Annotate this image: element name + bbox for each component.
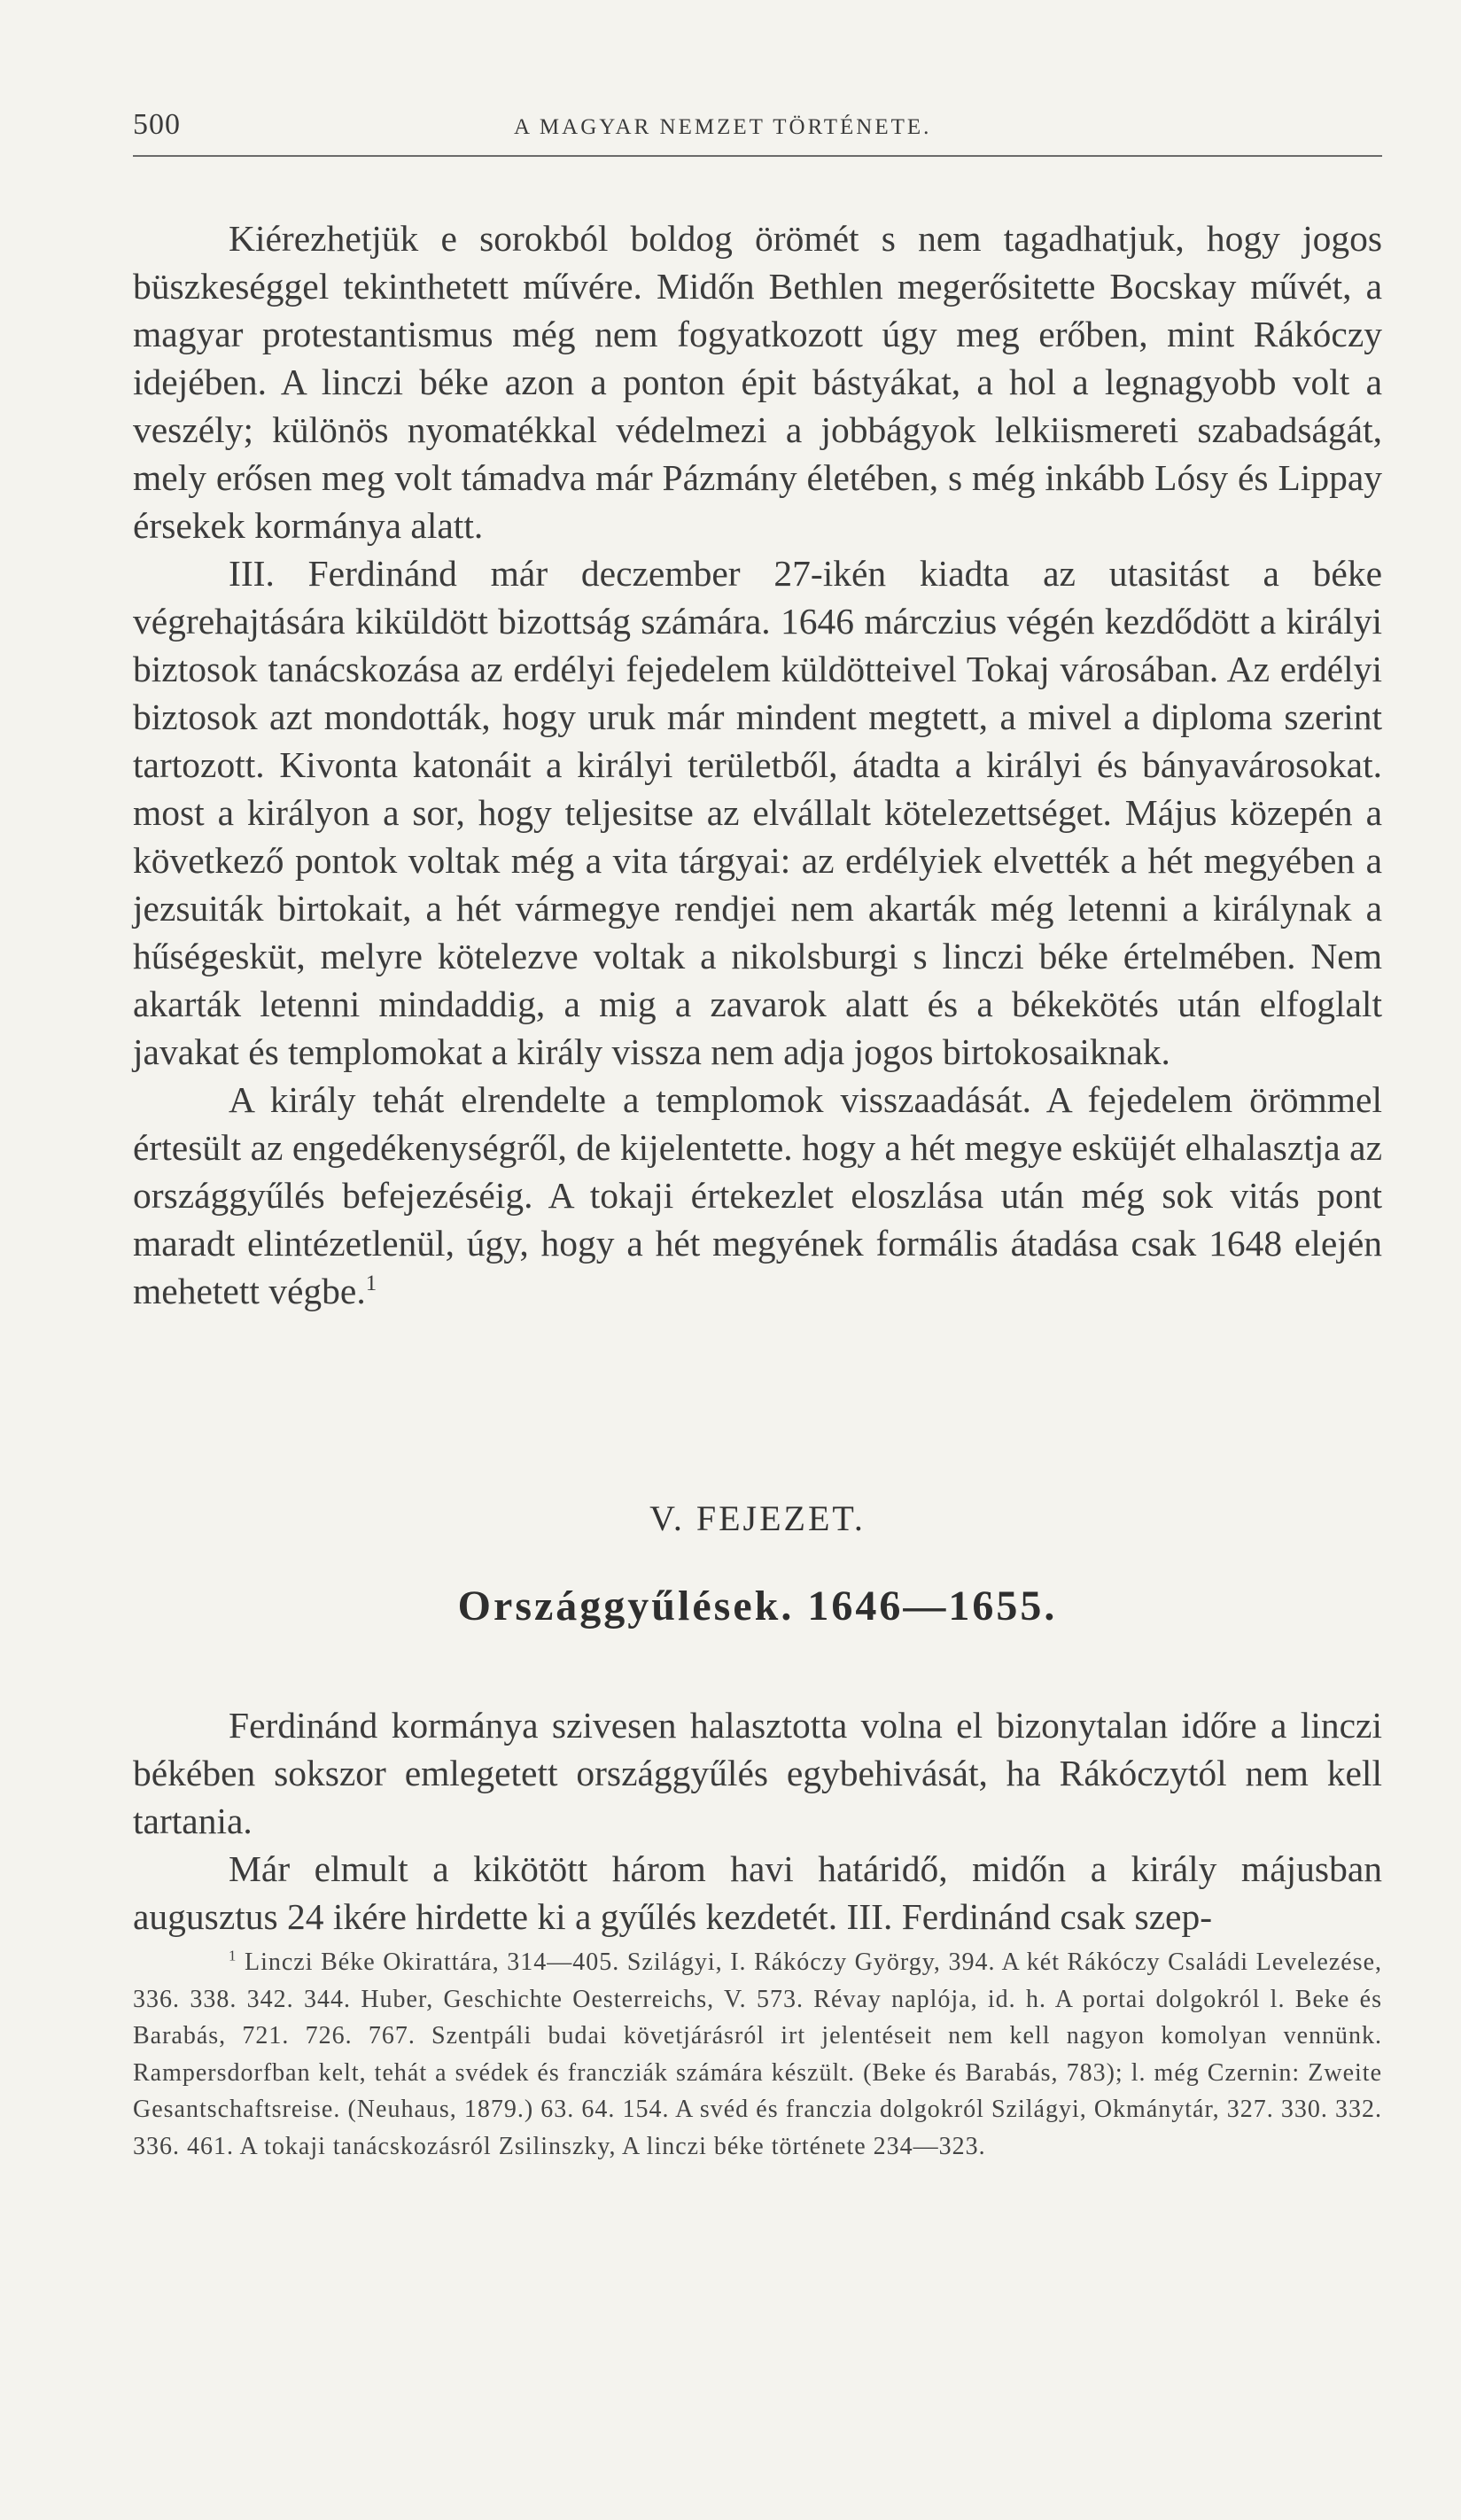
running-title: A MAGYAR NEMZET TÖRTÉNETE. bbox=[514, 115, 932, 139]
paragraph: Már elmult a kikötött három havi határidő, midőn a király májusban augusztus 24 ikére hirdette ki a gyűlés kezdetét. III. Ferdinánd csak szep- bbox=[133, 1848, 1382, 1937]
paragraph bbox=[133, 1076, 1382, 1315]
page-number: 500 bbox=[133, 108, 181, 141]
main-text bbox=[133, 214, 1382, 1315]
paragraph: III. Ferdinánd már deczember 27-ikén kiadta az utasitást a béke végrehajtására kiküldött bizottság számára. 1646 márczius végén kezdődött a királyi biztosok tanácskozása az erdélyi fejedelem küldötteivel Tokaj városában. Az erdélyi biztosok azt mondották, hogy uruk már mindent megtett, a mivel a diploma szerint tartozott. Kivonta katonáit a királyi területből, átadta a királyi és bányavárosokat. most a királyon a sor, hogy teljesitse az elvállalt kötelezettséget. Május közepén a következő pontok voltak még a vita tárgyai: az erdélyiek elvették a hét megyében a jezsuiták birtokait, a hét vármegye rendjei nem akarták még letenni a királynak a hűségesküt, melyre kötelezve voltak a nikolsburgi s linczi béke értelmében. Nem akarták letenni mindaddig, a mig a zavarok alatt és a békekötés után elfoglalt javakat és templomokat a király vissza nem adja jogos birtokosaiknak. bbox=[133, 553, 1382, 1072]
chapter-title: Országgyűlések. 1646—1655. bbox=[457, 1583, 1058, 1629]
chapter-number: V. FEJEZET. bbox=[649, 1498, 866, 1538]
paragraph: Ferdinánd kormánya szivesen halasztotta volna el bizonytalan időre a linczi békében sokszor emlegetett országgyűlés egybehivását, ha Rákóczytól nem kell tartania. bbox=[133, 1705, 1382, 1841]
footnote-reference: 1 bbox=[365, 1272, 377, 1296]
paragraph-text: A király tehát elrendelte a templomok visszaadását. A fejedelem örömmel értesült az engedékenységről, de kijelentette. hogy a hét megye esküjét elhalasztja az országgyűlés befejezéséig. A tokaji értekezlet eloszlása után még sok vitás pont maradt elintézetlenül, úgy, hogy a hét megyének formális átadása csak 1648 elején mehetett végbe. bbox=[133, 1079, 1382, 1311]
page-header bbox=[133, 105, 1382, 149]
chapter-text bbox=[133, 1701, 1382, 1941]
footnote bbox=[133, 1944, 1382, 2165]
header-rule bbox=[133, 155, 1382, 157]
paragraph: Kiérezhetjük e sorokból boldog örömét s nem tagadhatjuk, hogy jogos büszkeséggel tekinthetett művére. Midőn Bethlen megerősitette Bocskay művét, a magyar protestantismus még nem fogyatkozott úgy meg erőben, mint Rákóczy idejében. A linczi béke azon a ponton épit bástyákat, a hol a legnagyobb volt a veszély; különös nyomatékkal védelmezi a jobbágyok lelkiismereti szabadságát, mely erősen meg volt támadva már Pázmány életében, s még inkább Lósy és Lippay érsekek kormánya alatt. bbox=[133, 218, 1382, 546]
footnote-marker: 1 bbox=[229, 1947, 237, 1964]
footnote-text: Linczi Béke Okirattára, 314—405. Szilágyi, I. Rákóczy György, 394. A két Rákóczy Családi Levelezése, 336. 338. 342. 344. Huber, Geschichte Oesterreichs, V. 573. Révay naplója, id. h. A portai dolgokról l. Beke és Barabás, 721. 726. 767. Szentpáli budai követjárásról irt jelentéseit nem kell nagyon komolyan vennünk. Rampersdorfban kelt, tehát a svédek és francziák számára készült. (Beke és Barabás, 783); l. még Czernin: Zweite Gesantschaftsreise. (Neuhaus, 1879.) 63. 64. 154. A svéd és franczia dolgokról Szilágyi, Okmánytár, 327. 330. 332. 336. 461. A tokaji tanácskozásról Zsilinszky, A linczi béke története 234—323. bbox=[133, 1948, 1383, 2160]
